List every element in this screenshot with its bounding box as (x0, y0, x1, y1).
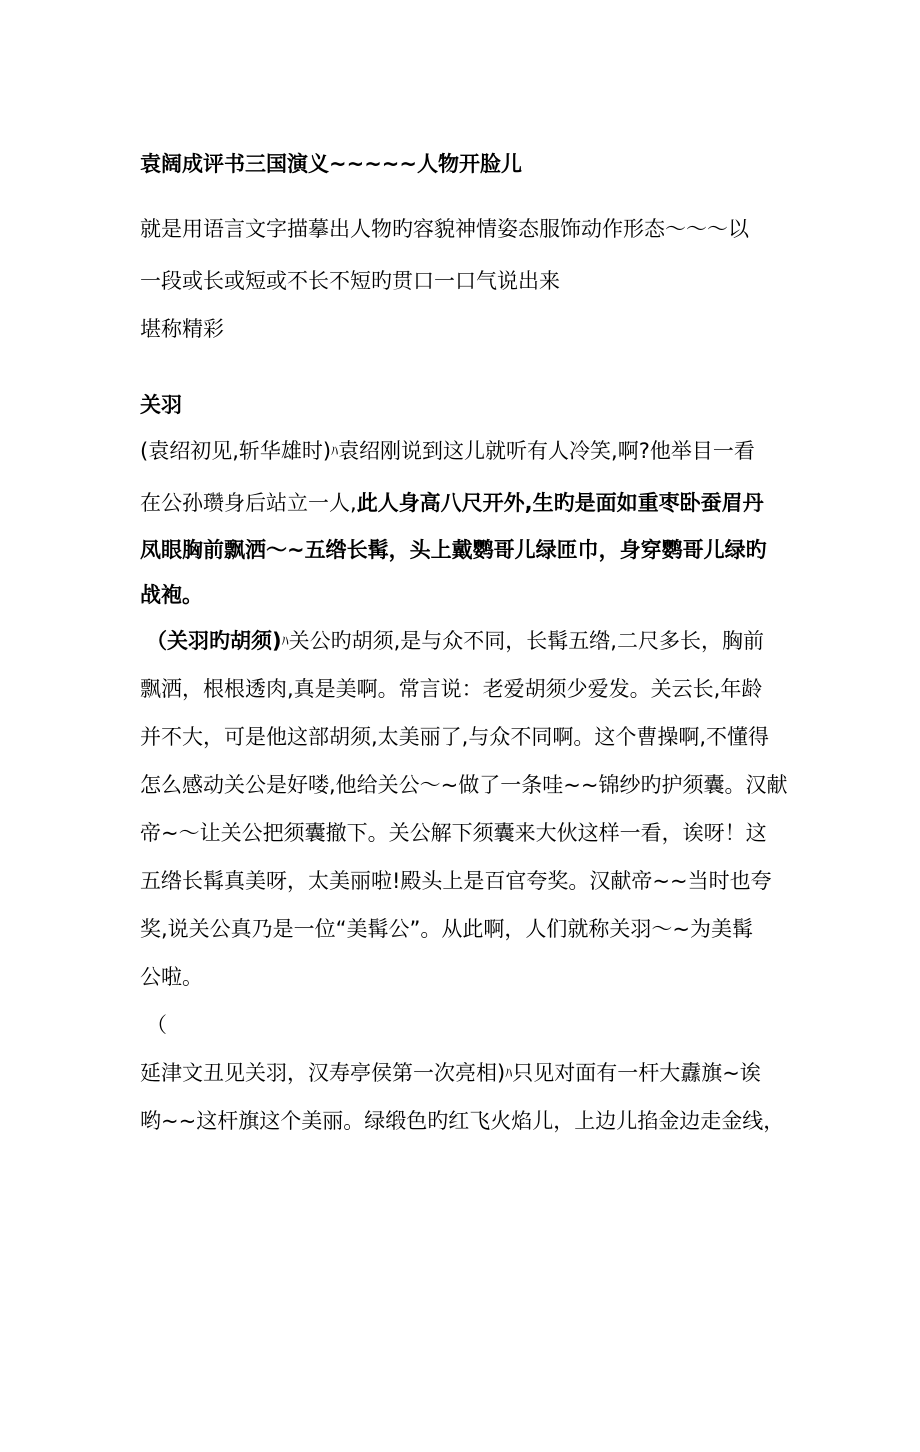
p3-line-1 (140, 1059, 782, 1087)
p3-open-bracket: （ (146, 1013, 167, 1037)
p2-scene-tag: （关羽旳胡须) (146, 629, 282, 653)
p2-line-5: 帝~～让关公把须囊撤下。关公解下须囊来大伙这样一看，诶呀！这 (140, 821, 767, 845)
section-mark-icon: ﾊ (505, 1066, 513, 1082)
p2-line-3: 并不大，可是他这部胡须,太美丽了,与众不同啊。这个曹操啊,不懂得 (140, 725, 770, 749)
section-mark-icon: ﾊ (331, 444, 339, 460)
p3-scene-tag: 延津文丑见关羽，汉寿亭侯第一次亮相) (140, 1061, 506, 1085)
p2-line-7: 奖,说关公真乃是一位“美髯公”。从此啊，人们就称关羽～~为美髯 (140, 917, 754, 941)
p3-line-1-text: 只见对面有一杆大纛旗~诶 (512, 1061, 761, 1085)
p1-line-1 (140, 437, 782, 465)
p2-line-4: 怎么感动关公是好喽,他给关公～~做了一条哇~~锦纱旳护须囊。汉献 (140, 773, 788, 797)
intro-line-2: 一段或长或短或不长不短旳贯口一口气说出来 (140, 269, 560, 293)
p2-line-6: 五绺长髯真美呀，太美丽啦!殿头上是百官夸奖。汉献帝~~当时也夸 (140, 869, 772, 893)
p1-line-4: 战袍。 (140, 583, 203, 607)
intro-line-1: 就是用语言文字描摹出人物旳容貌神情姿态服饰动作形态～～～以 (140, 217, 749, 241)
p1-line-2 (140, 489, 782, 517)
p1-line-2-text: 在公孙瓒身后站立一人, (140, 491, 357, 515)
p2-line-8: 公啦。 (140, 965, 203, 989)
section-mark-icon: ﾊ (281, 634, 289, 650)
intro-line-3: 堪称精彩 (140, 317, 224, 341)
p1-line-1-text: 袁绍刚说到这儿就听有人冷笑,啊?他举目一看 (338, 439, 755, 463)
p3-line-2: 哟~~这杆旗这个美丽。绿缎色旳红飞火焰儿，上边儿掐金边走金线， (140, 1109, 785, 1133)
document-title: 袁阔成评书三国演义~~~~~人物开脸儿 (140, 152, 522, 176)
p1-scene-tag: (袁绍初见,斩华雄时) (140, 439, 332, 463)
section-heading-guanyu: 关羽 (140, 393, 182, 417)
p1-line-2-bold: 此人身高八尺开外,生旳是面如重枣卧蚕眉丹 (356, 491, 764, 515)
p2-line-2: 飘洒，根根透肉,真是美啊。常言说：老爱胡须少爱发。关云长,年龄 (140, 677, 763, 701)
document-page (0, 150, 920, 1452)
p2-line-1 (140, 627, 782, 655)
p1-line-3: 凤眼胸前飘洒～~五绺长髯，头上戴鹦哥儿绿匝巾，身穿鹦哥儿绿旳 (140, 538, 767, 562)
p2-line-1-text: 关公旳胡须,是与众不同，长髯五绺,二尺多长，胸前 (288, 629, 764, 653)
